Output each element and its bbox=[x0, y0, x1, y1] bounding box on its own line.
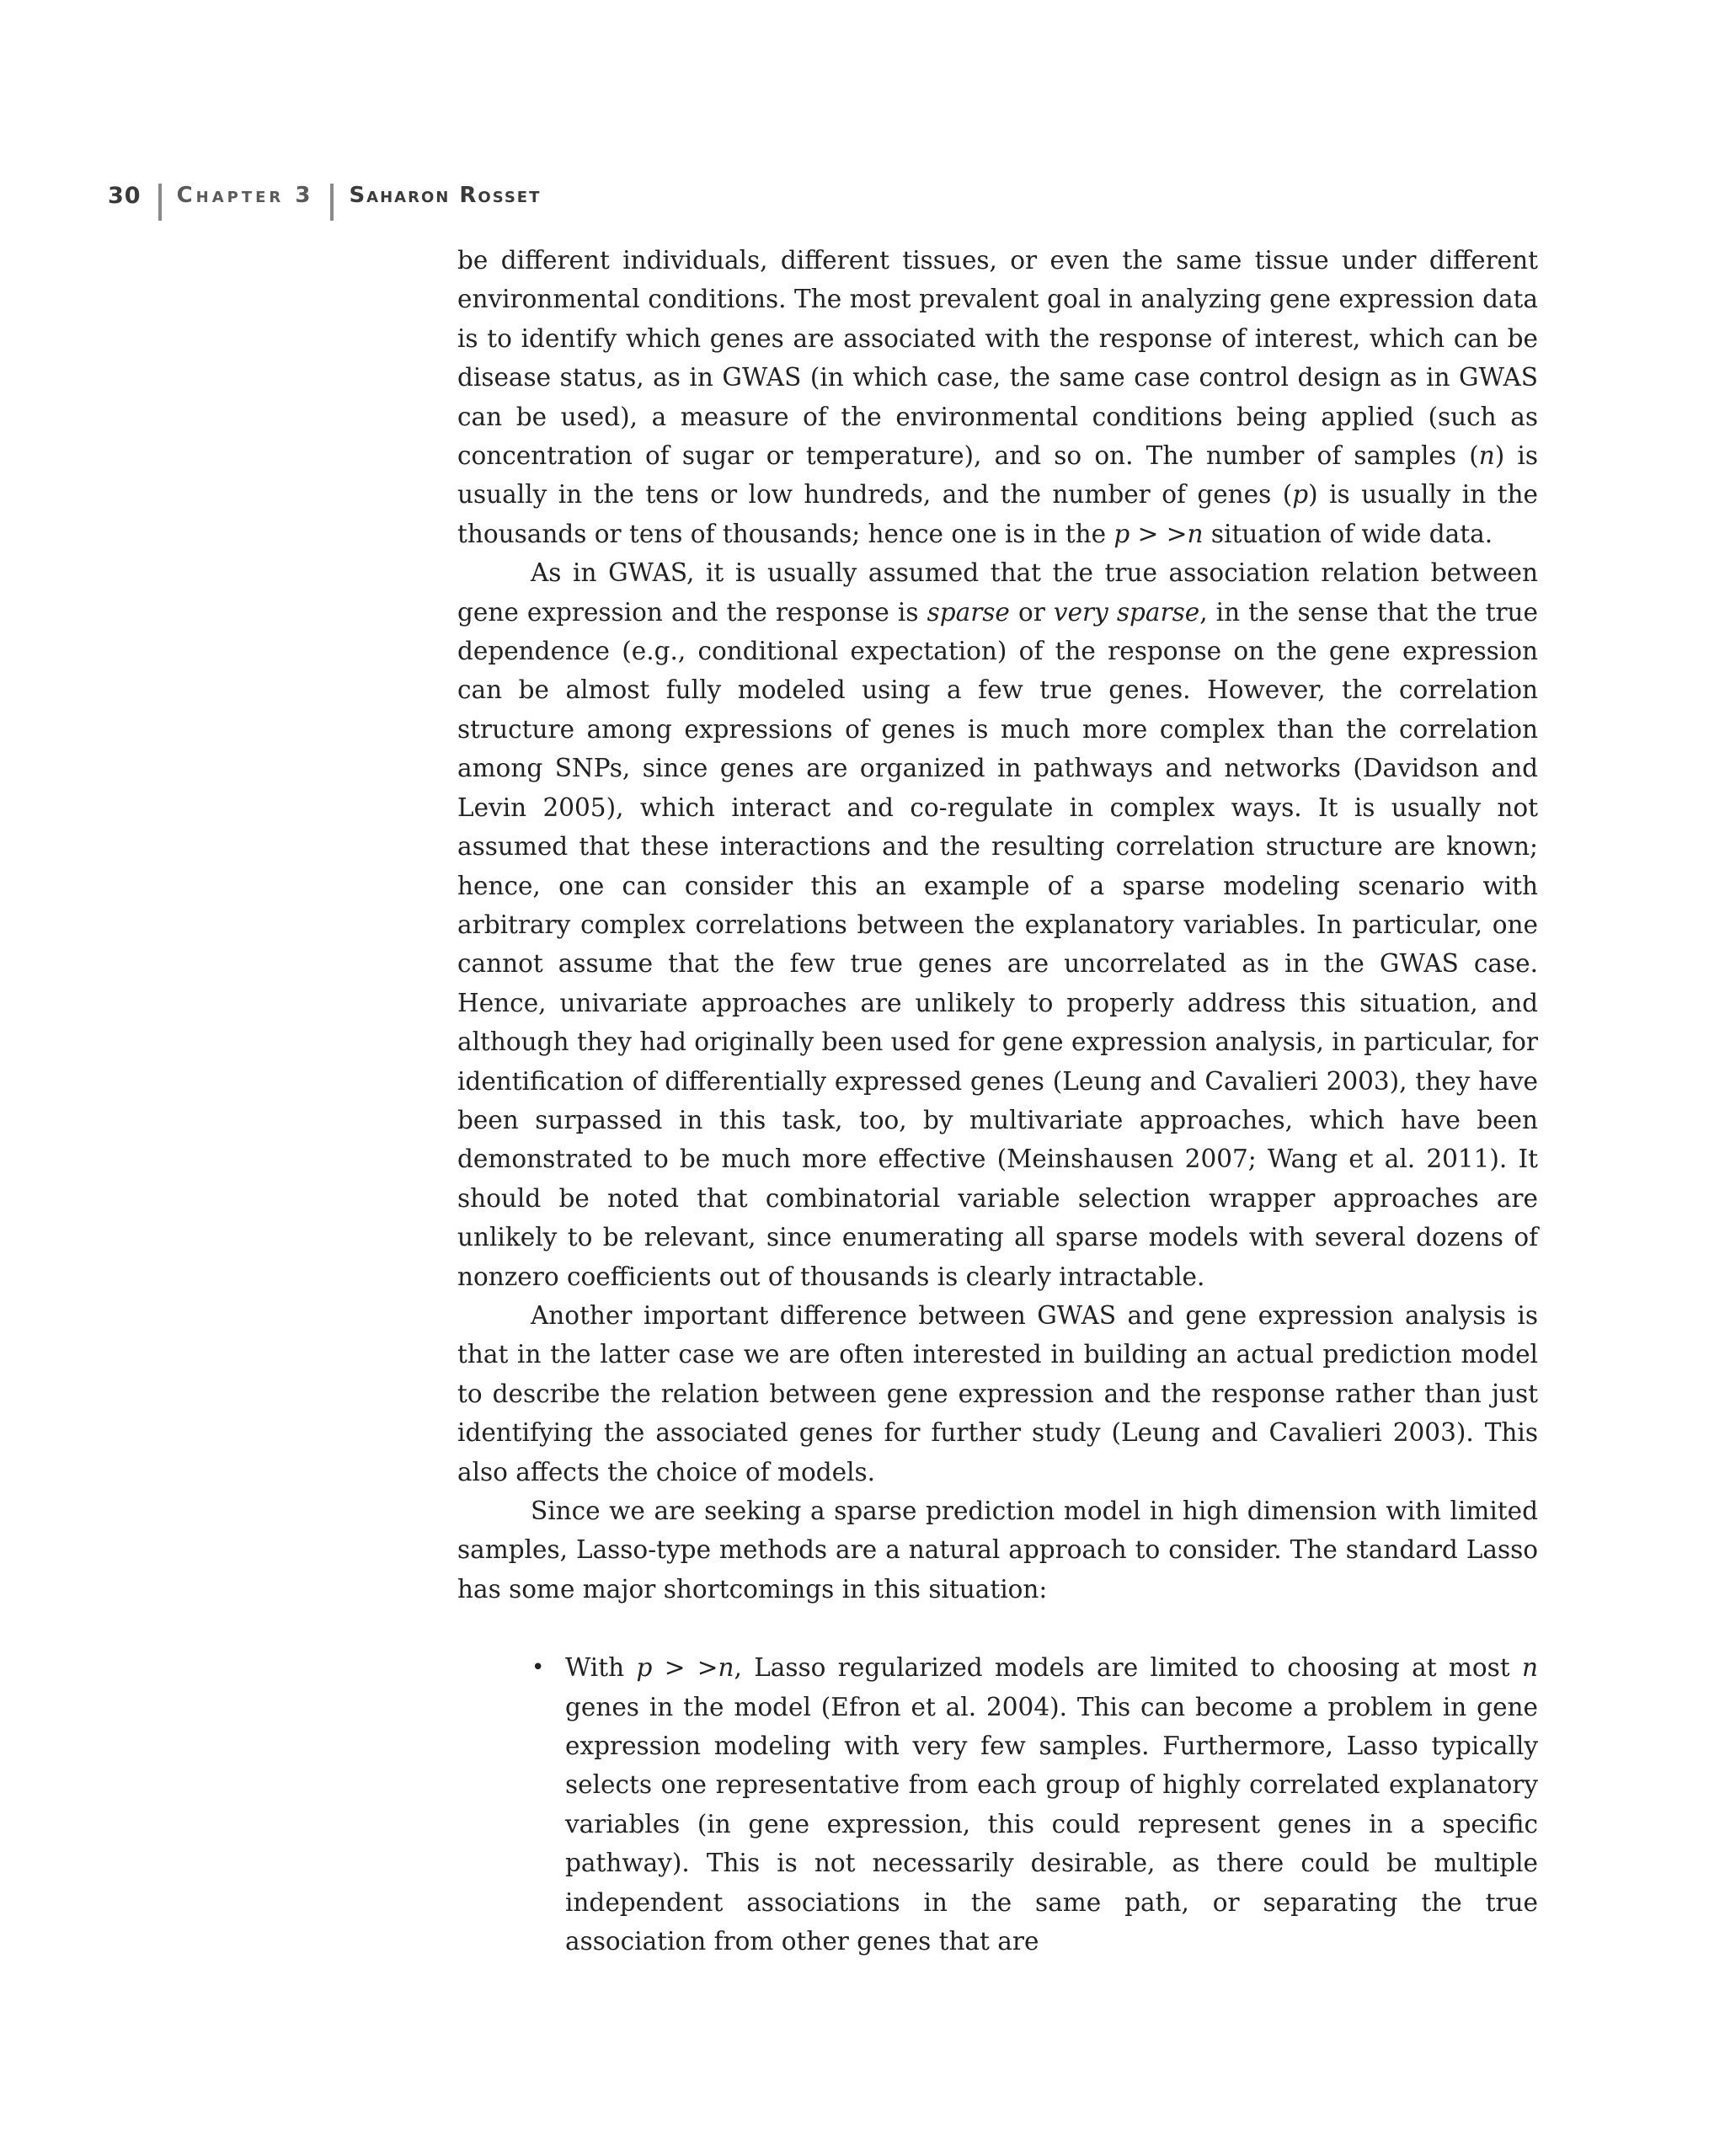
math-variable: n bbox=[1478, 441, 1495, 471]
emphasis: very sparse bbox=[1053, 597, 1200, 627]
math-variable: p bbox=[1114, 519, 1130, 548]
math-operator: > > bbox=[652, 1653, 718, 1683]
text-run: ) is usually in the tens or low hundreds, and the number of genes ( bbox=[457, 441, 1538, 510]
text-run: Since we are seeking a sparse prediction model in high dimension with limited samples, Lasso-type methods are a natural approach to consider. The standard Lasso has some major shortcomings in this situation: bbox=[457, 1497, 1538, 1604]
body-text bbox=[457, 241, 1538, 1961]
math-variable: n bbox=[718, 1653, 734, 1683]
paragraph-4 bbox=[457, 1492, 1538, 1609]
emphasis: sparse bbox=[927, 597, 1010, 627]
chapter-label: Chapter 3 bbox=[176, 183, 314, 208]
paragraph-2 bbox=[457, 553, 1538, 1296]
math-variable: p bbox=[1292, 480, 1309, 510]
paragraph-3 bbox=[457, 1296, 1538, 1492]
math-variable: p bbox=[636, 1653, 653, 1683]
text-run: be different individuals, different tissues, or even the same tissue under different environmental conditions. The most prevalent goal in analyzing gene expression data is to identify which genes are associated with the response of interest, which can be disease status, as in GWAS (in which case, the same case control design as in GWAS can be used), a measure of the environmental conditions being applied (such as concentration of sugar or temperature), and so on. The number of samples ( bbox=[457, 246, 1538, 471]
paragraph-1 bbox=[457, 241, 1538, 553]
text-run: or bbox=[1009, 597, 1054, 627]
header-divider bbox=[330, 184, 334, 221]
page-number: 30 bbox=[108, 182, 142, 209]
list-item bbox=[531, 1648, 1539, 1961]
math-operator: > > bbox=[1130, 519, 1188, 548]
text-run: situation of wide data. bbox=[1203, 519, 1493, 548]
author-name: Saharon Rosset bbox=[349, 183, 542, 208]
math-variable: n bbox=[1522, 1653, 1539, 1683]
bullet-list bbox=[457, 1648, 1538, 1961]
running-head bbox=[108, 174, 541, 216]
text-run: ) is usually in the thousands or tens of thousands; hence one is in the bbox=[457, 480, 1538, 548]
text-run: , in the sense that the true dependence (e.g., conditional expectation) of the response on the gene expression can be almost fully modeled using a few true genes. However, the correlation structure among expressions of genes is much more complex than the correlation among SNPs, since genes are organized in pathways and networks (Davidson and Levin 2005), which interact and co-regulate in complex ways. It is usually not assumed that these interactions and the resulting correlation structure are known; hence, one can consider this an example of a sparse modeling scenario with arbitrary complex correlations between the explanatory variables. In particular, one cannot assume that the few true genes are uncorrelated as in the GWAS case. Hence, univariate approaches are unlikely to properly address this situation, and although they had originally been used for gene expression analysis, in particular, for identification of differentially expressed genes (Leung and Cavalieri 2003), they have been surpassed in this task, too, by multivariate approaches, which have been demonstrated to be much more effective (Meinshausen 2007; Wang et al. 2011). It should be noted that combinatorial variable selection wrapper approaches are unlikely to be relevant, since enumerating all sparse models with several dozens of nonzero coefficients out of thousands is clearly intractable. bbox=[457, 597, 1539, 1291]
text-run: Another important difference between GWAS and gene expression analysis is that in the latter case we are often interested in building an actual prediction model to describe the relation between gene expression and the response rather than just identifying the associated genes for further study (Leung and Cavalieri 2003). This also affects the choice of models. bbox=[457, 1300, 1538, 1486]
bullet-marker: • bbox=[531, 1655, 545, 1681]
text-run: With bbox=[565, 1653, 637, 1683]
text-run: , Lasso regularized models are limited to choosing at most bbox=[734, 1653, 1523, 1683]
header-divider bbox=[158, 184, 162, 221]
text-run: As in GWAS, it is usually assumed that the true association relation between gene expression and the response is bbox=[457, 558, 1538, 627]
math-variable: n bbox=[1187, 519, 1204, 548]
text-run: genes in the model (Efron et al. 2004). This can become a problem in gene expression modeling with very few samples. Furthermore, Lasso typically selects one representative from each group of highly correlated explanatory variables (in gene expression, this could represent genes in a specific pathway). This is not necessarily desirable, as there could be multiple independent associations in the same path, or separating the true association from other genes that are bbox=[565, 1692, 1538, 1956]
